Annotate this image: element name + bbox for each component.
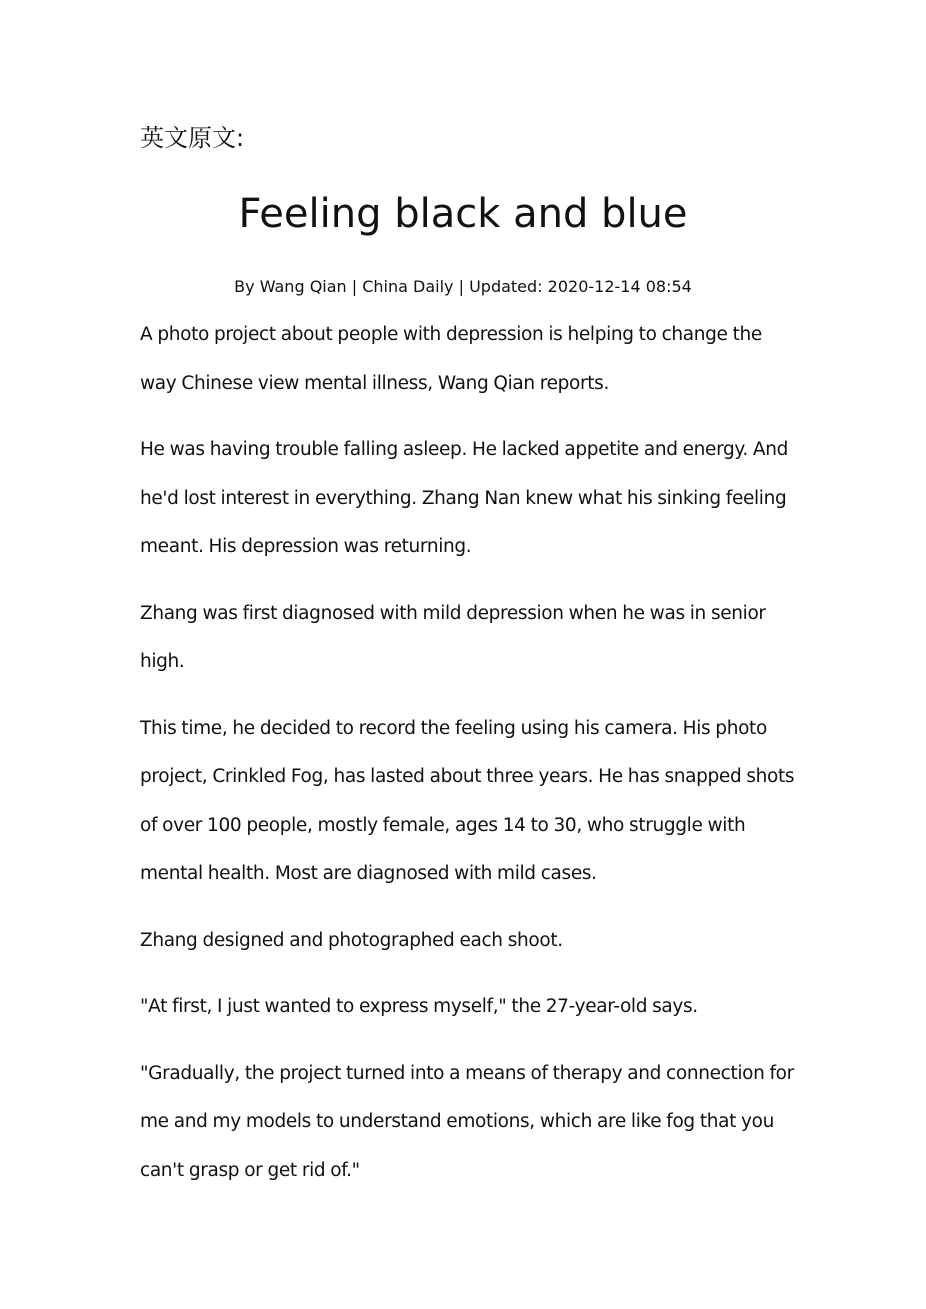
- section-label: 英文原文:: [140, 124, 245, 152]
- paragraph: Zhang was first diagnosed with mild depression when he was in senior high.: [140, 602, 766, 672]
- paragraph: Zhang designed and photographed each shoot.: [140, 929, 563, 951]
- paragraph: "Gradually, the project turned into a means of therapy and connection for me and my models to understand emotions, which are like fog that you can't grasp or get rid of.": [140, 1062, 794, 1181]
- paragraph: A photo project about people with depression is helping to change the way Chinese view mental illness, Wang Qian reports.: [140, 324, 762, 394]
- byline: By Wang Qian | China Daily | Updated: 2020-12-14 08:54: [234, 277, 692, 296]
- article-title: Feeling black and blue: [238, 191, 688, 237]
- paragraph: He was having trouble falling asleep. He lacked appetite and energy. And he'd lost interest in everything. Zhang Nan knew what his sinking feeling meant. His depression was returning.: [140, 439, 788, 557]
- paragraph: This time, he decided to record the feeling using his camera. His photo project, Crinkled Fog, has lasted about three years. He has snapped shots of over 100 people, mostly female, ages 14 to 30, who struggle with mental health. Most are diagnosed with mild cases.: [140, 717, 795, 884]
- article-body: [140, 311, 800, 1213]
- paragraph: "At first, I just wanted to express myself," the 27-year-old says.: [140, 996, 698, 1017]
